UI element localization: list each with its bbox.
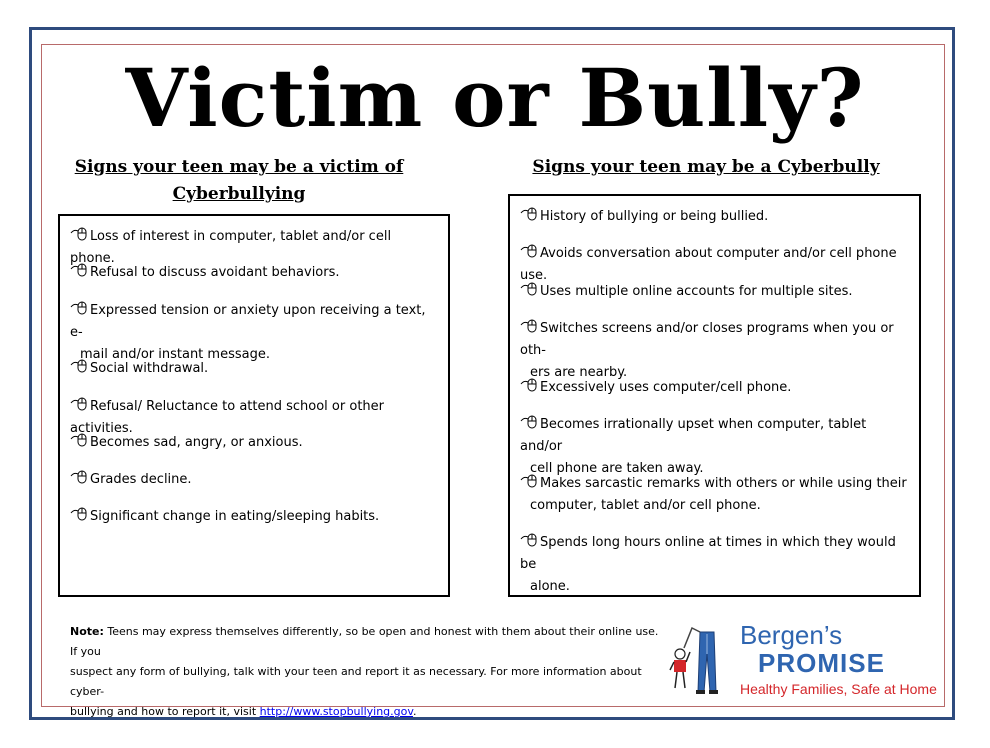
computer-mouse-icon <box>70 433 90 447</box>
victim-signs-box <box>58 214 450 597</box>
list-item: Significant change in eating/sleeping habits. <box>70 506 436 528</box>
computer-mouse-icon <box>520 244 540 258</box>
list-item: Social withdrawal. <box>70 358 436 380</box>
parent-child-figure-icon <box>662 624 734 696</box>
bully-signs-box <box>508 194 921 597</box>
note-line1: Teens may express themselves differently, so be open and honest with them about their online use. If you <box>70 625 659 658</box>
list-item: Spends long hours online at times in which they would be alone. <box>520 535 896 594</box>
logo-tagline: Healthy Families, Safe at Home <box>740 681 937 697</box>
list-item: Excessively uses computer/cell phone. <box>520 377 912 399</box>
computer-mouse-icon <box>520 319 540 333</box>
computer-mouse-icon <box>70 507 90 521</box>
computer-mouse-icon <box>520 282 540 296</box>
list-item: Avoids conversation about computer and/or cell phone use. <box>520 246 897 283</box>
computer-mouse-icon <box>520 415 540 429</box>
list-item-continuation: computer, tablet and/or cell phone. <box>530 498 761 513</box>
computer-mouse-icon <box>520 207 540 221</box>
computer-mouse-icon <box>520 533 540 547</box>
list-item-continuation: cell phone are taken away. <box>530 461 704 476</box>
bully-heading: Signs your teen may be a Cyberbully <box>532 157 880 177</box>
list-item: Grades decline. <box>70 469 436 491</box>
computer-mouse-icon <box>70 470 90 484</box>
logo-name-promise: PROMISE <box>758 648 885 678</box>
list-item: Refusal to discuss avoidant behaviors. <box>70 262 436 284</box>
list-item: Refusal/ Reluctance to attend school or other activities. <box>70 399 384 436</box>
computer-mouse-icon <box>70 263 90 277</box>
computer-mouse-icon <box>70 397 90 411</box>
victim-heading-line2: Cyberbullying <box>172 184 306 204</box>
list-item: Expressed tension or anxiety upon receiving a text, e- mail and/or instant message. <box>70 303 426 362</box>
computer-mouse-icon <box>520 474 540 488</box>
footer-note: Note: Teens may express themselves differently, so be open and honest with them about their online use. If you suspect any form of bullying, talk with your teen and report it as necessary. For more information about cyber- bullying and how to report it, visit http://www.stopbullying.gov. <box>70 625 659 718</box>
victim-heading <box>56 154 422 208</box>
logo-name-bergens: Bergen’s <box>740 620 843 650</box>
note-line2: suspect any form of bullying, talk with your teen and report it as necessary. For more information about cyber- <box>70 665 642 698</box>
computer-mouse-icon <box>70 227 90 241</box>
note-label: Note: <box>70 625 104 638</box>
note-line3: bullying and how to report it, visit <box>70 705 260 718</box>
list-item: Becomes sad, angry, or anxious. <box>70 432 436 454</box>
page-title: Victim or Bully? <box>125 51 865 145</box>
computer-mouse-icon <box>520 378 540 392</box>
stopbullying-link[interactable]: http://www.stopbullying.gov <box>259 705 414 718</box>
list-item: Switches screens and/or closes programs when you or oth- ers are nearby. <box>520 321 894 380</box>
victim-heading-line1: Signs your teen may be a victim of <box>74 157 404 177</box>
list-item: Becomes irrationally upset when computer, tablet and/or cell phone are taken away. <box>520 417 867 476</box>
list-item-continuation: ers are nearby. <box>530 365 628 380</box>
list-item-continuation: mail and/or instant message. <box>80 347 270 362</box>
computer-mouse-icon <box>70 359 90 373</box>
list-item: Loss of interest in computer, tablet and/or cell phone. <box>70 229 392 266</box>
list-item: Uses multiple online accounts for multiple sites. <box>520 281 912 303</box>
list-item-continuation: alone. <box>530 579 570 594</box>
list-item: History of bullying or being bullied. <box>520 206 912 228</box>
list-item: Makes sarcastic remarks with others or while using their computer, tablet and/or cell phone. <box>520 473 912 517</box>
computer-mouse-icon <box>70 301 90 315</box>
